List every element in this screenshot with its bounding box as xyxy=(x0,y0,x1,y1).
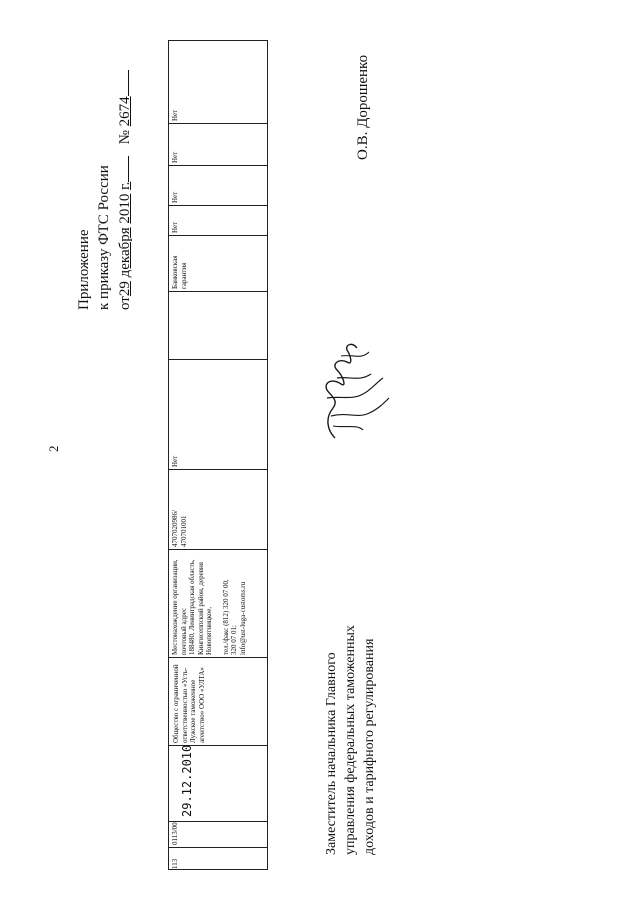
row-index: 113 xyxy=(171,858,179,869)
order-number-label: № xyxy=(117,130,133,145)
appendix-header xyxy=(74,70,134,310)
appendix-order-ref: к приказу ФТС России xyxy=(96,165,112,310)
row-organization: Общество с ограниченной ответственностью «Усть-Лужское таможенное агентство» ООО «УЛТА» xyxy=(172,664,206,743)
row-col-a: Нет xyxy=(171,221,179,233)
order-number: 2674 xyxy=(117,96,133,127)
row-address: Местонахождение организации, почтовый адрес 188480, Ленинградская область, Кингисеппский район, деревня Новопятницкое, тел./факс (812) 320 07 00, 320 07 01; info@ust-luga-customs.ru xyxy=(171,559,247,655)
order-year-suffix: г. xyxy=(117,181,133,190)
row-col-c: Нет xyxy=(171,151,179,163)
order-year: 2010 xyxy=(117,193,133,224)
order-day: 29 xyxy=(117,281,133,297)
appendix-title: Приложение xyxy=(76,229,92,310)
signatory-name: О.В. Дорошенко xyxy=(355,54,371,160)
row-registry-number: 0113/00 xyxy=(171,822,179,845)
row-date: 29.12.2010 xyxy=(180,744,194,817)
row-col-b: Нет xyxy=(171,191,179,203)
signatory-title: Заместитель начальника Главного управления федеральных таможенных доходов и тарифного регулирования xyxy=(324,625,377,855)
handwritten-signature xyxy=(297,338,407,448)
row-col-d: Нет xyxy=(171,109,179,121)
row-security: Банковская гарантия xyxy=(171,255,188,289)
page-number: 2 xyxy=(46,445,61,452)
row-inn-kpp: 4707020986/ 470701001 xyxy=(171,510,188,547)
row-note: Нет xyxy=(171,455,179,467)
order-month: декабря xyxy=(117,227,133,278)
registry-table xyxy=(168,40,268,870)
appendix-date-line: от29 декабря 2010 г. № 2674 xyxy=(114,70,134,310)
